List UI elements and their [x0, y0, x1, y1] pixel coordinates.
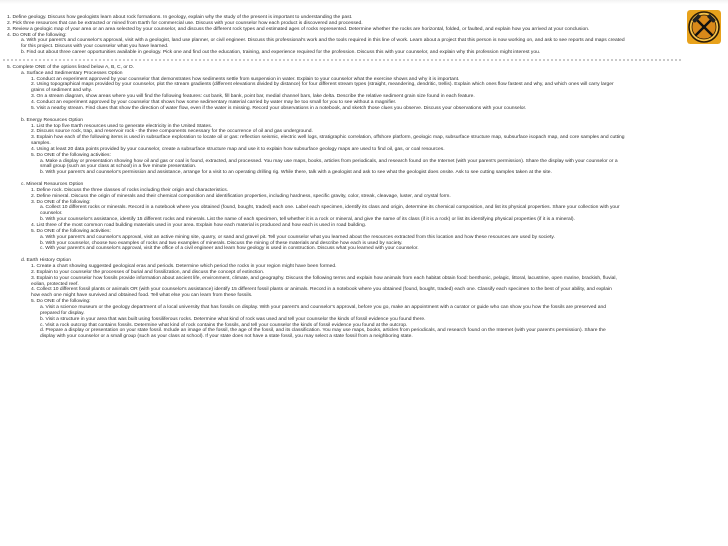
- top-fade: [0, 0, 728, 4]
- crossed-hammers-badge-icon: [687, 10, 721, 44]
- requirement-line: prepared for display.: [40, 310, 85, 316]
- requirement-line: b. With your parent's and counselor's permission and assistance, arrange for a visit to an operating drilling rig. While there, talk with a geologist and ask to see what the geologist does onsite. Ask to see cutting samples taken at the site.: [40, 170, 552, 176]
- requirement-line: display with your counselor or a small group (such as your class at school). If your state does not have a state fossil, you may select a state fossil from a neighboring state.: [40, 334, 413, 340]
- requirement-line: 1. Define geology. Discuss how geologists learn about rock formations. In geology, explain why the study of the present is important to understanding the past.: [7, 15, 353, 20]
- requirement-line: c. Visit a rock outcrop that contains fossils. Determine what kind of rock contains the fossils, and tell your counselor the kinds of fossil evidence you found at the outcrop.: [40, 322, 408, 328]
- requirement-line: 3. On a stream diagram, show areas where you will find the following features: cut bank, fill bank, point bar, medial channel bars, lake delta. Describe the relative sediment grain size found in each feature.: [31, 94, 475, 100]
- requirement-line: grains of sediment and why.: [31, 88, 93, 94]
- requirement-line: 3. Review a geologic map of your area or an area selected by your counselor, and discuss the different rock types and estimated ages of rocks represented. Determine whether the rocks are horizontal, folded, or faulted, and explain how you arrived at your conclusion.: [7, 26, 590, 32]
- requirement-line: how each one might have survived and obtained food. Tell what else you can learn from these fossils.: [31, 293, 253, 299]
- requirement-line: samples.: [31, 141, 51, 147]
- requirement-line: 1. Conduct an experiment approved by your counselor that demonstrates how sediments settle from suspension in water. Explain to your counselor what the exercise shows and why it is important.: [31, 76, 460, 82]
- requirement-line: counselor.: [40, 211, 63, 217]
- requirement-line: c. With your parent's and counselor's approval, visit the office of a civil engineer and learn how geology is used in construction. Discuss what you learned with your counselor.: [40, 246, 419, 252]
- requirement-line: 2. Pick three resources that can be extracted or mined from Earth for commercial use. Discuss with your counselor how each product is discovered and processed.: [7, 20, 363, 26]
- requirement-line: 5. Do ONE of the following activities:: [31, 228, 111, 234]
- requirement-line: b. With your counselor, choose two examples of rocks and two examples of minerals. Discuss the mining of these materials and describe how each is used by society.: [40, 240, 403, 246]
- requirement-line: 1. Define rock. Discuss the three classes of rocks including their origin and characteristics.: [31, 187, 229, 193]
- requirement-line: a. Make a display or presentation showing how oil and gas or coal is found, extracted, and processed. You may use maps, books, articles from periodicals, and research found on the Internet (with your parent's permission). Share the display with your counselor or a: [40, 158, 618, 164]
- requirement-line: b. Find out about three career opportunities available in geology. Pick one and find out the education, training, and experience required for the profession. Discuss this with your counselor, and explain why this profession might interest you.: [21, 50, 541, 56]
- requirement-line: 3. Explain to your counselor how fossils provide information about ancient life, environment, climate, and geography. Discuss the following terms and explain how animals from each habitat obtain food: benthonic, pelagic, littoral, lacustrine, open marine, brackish, fluvial,: [31, 275, 617, 281]
- requirements-document: [3, 15, 683, 340]
- requirement-line: 5. Complete ONE of the options listed below A, B, C, or D.: [7, 64, 135, 70]
- requirement-line: 2. Explain to your counselor the processes of burial and fossilization, and discuss the concept of extinction.: [31, 269, 265, 275]
- requirement-line: 3. Do ONE of the following:: [31, 199, 91, 205]
- requirement-line: d. Prepare a display or presentation on your state fossil. Include an image of the fossil, the age of the fossil, and its classification. You may use maps, books, articles from periodicals, and research found on the Internet (with your parent's permission). Share the: [40, 328, 606, 334]
- requirement-line: 4. Collect 10 different fossil plants or animals OR (with your counselor's assistance) identify 15 different fossil plants or animals. Record in a notebook where you obtained (found, bought, traded) each one. Classify each specimen to the best of your ability, and explain: [31, 287, 612, 293]
- requirement-line: 1. List the top five Earth resources used to generate electricity in the United States.: [31, 123, 213, 129]
- requirement-line: small group (such as your class at school) in a five minute presentation.: [40, 164, 197, 170]
- requirement-line: d. Earth History Option: [21, 258, 71, 264]
- requirement-line: 5. Do ONE of the following activities:: [31, 152, 111, 158]
- requirement-line: 3. Explain how each of the following items is used in subsurface exploration to locate oil or gas: reflection seismic, electric well logs, stratigraphic correlation, offshore platform, geologic map, subsurface structure map, subsurface isopach map, and core samples and cutting: [31, 135, 625, 141]
- requirement-line: a. Collect 10 different rocks or minerals. Record in a notebook where you obtained (found, bought, traded) each one. Label each specimen, identify its class and origin, determine its chemical composition, and list its physical properties. Share your collection with your: [40, 205, 620, 211]
- requirement-line: 4. Conduct an experiment approved by your counselor that shows how some sedimentary material carried by water may be too small for you to see without a magnifier.: [31, 99, 397, 105]
- requirement-line: 5. Visit a nearby stream. Find clues that show the direction of water flow, even if the water is missing. Record your observations in a notebook, and sketch those clues you observe. Discuss your observations with your counselor.: [31, 105, 527, 111]
- requirement-line: 4. List three of the most common road building materials used in your area. Explain how each material is produced and how each is used in road building.: [31, 223, 367, 228]
- requirement-line: b. Visit a structure in your area that was built using fossiliferous rocks. Determine what kind of rock was used and tell your counselor the kinds of fossil evidence you found there.: [40, 316, 426, 322]
- requirement-line: 5. Do ONE of the following:: [31, 299, 91, 305]
- requirement-line: a. With your parent's and counselor's approval, visit with a geologist, land use planner, or civil engineer. Discuss this professional's work and the tools required in this line of work. Learn about a project that this person is now working on, and ask to see reports and maps created: [21, 38, 625, 44]
- requirement-line: a. Visit a science museum or the geology department of a local university that has fossils on display. With your parent's and counselor's approval, before you go, make an appointment with a curator or guide who can show you how the fossils are preserved and: [40, 304, 606, 310]
- requirement-line: 1. Create a chart showing suggested geological eras and periods. Determine which period the rocks in your region might have been formed.: [31, 264, 337, 270]
- requirement-line: 4. Do ONE of the following:: [7, 32, 67, 38]
- requirement-line: for this project. Discuss with your counselor what you have learned.: [21, 44, 169, 50]
- requirement-line: 4. Using at least 20 data points provided by your counselor, create a subsurface structure map and use it to explain how subsurface geology maps are used to find oil, gas, or coal resources.: [31, 146, 445, 152]
- requirement-line: 2. Discuss source rock, trap, and reservoir rock - the three components necessary for the occurrence of oil and gas underground.: [31, 129, 313, 135]
- requirement-line: b. Energy Resources Option: [21, 117, 84, 123]
- requirement-line: a. Surface and Sedimentary Processes Option: [21, 70, 123, 76]
- requirement-line: b. With your counselor's assistance, identify 15 different rocks and minerals. List the name of each specimen, tell whether it is a rock or mineral, and give the name of its class (if it is a rock) or list its identifying physical properties (if it is a mineral).: [40, 217, 575, 223]
- requirement-line: 2. Define mineral. Discuss the origin of minerals and their chemical composition and identification properties, including hardness, specific gravity, color, streak, cleavage, luster, and crystal form.: [31, 193, 451, 199]
- requirement-line: 2. Using topographical maps provided by your counselor, plot the stream gradients (different elevations divided by distance) for four different stream types (straight, meandering, dendritic, trellis). Explain which ones flow fastest and why, and which ones will carry larger: [31, 82, 614, 88]
- requirement-line: eolian, protected reef.: [31, 281, 79, 287]
- section-divider: [3, 59, 683, 61]
- requirement-line: a. With your parent's and counselor's approval, visit an active mining site, quarry, or sand and gravel pit. Tell your counselor what you learned about the resources extracted from this location and how these resources are used by society.: [40, 234, 555, 240]
- requirement-line: c. Mineral Resources Option: [21, 182, 84, 188]
